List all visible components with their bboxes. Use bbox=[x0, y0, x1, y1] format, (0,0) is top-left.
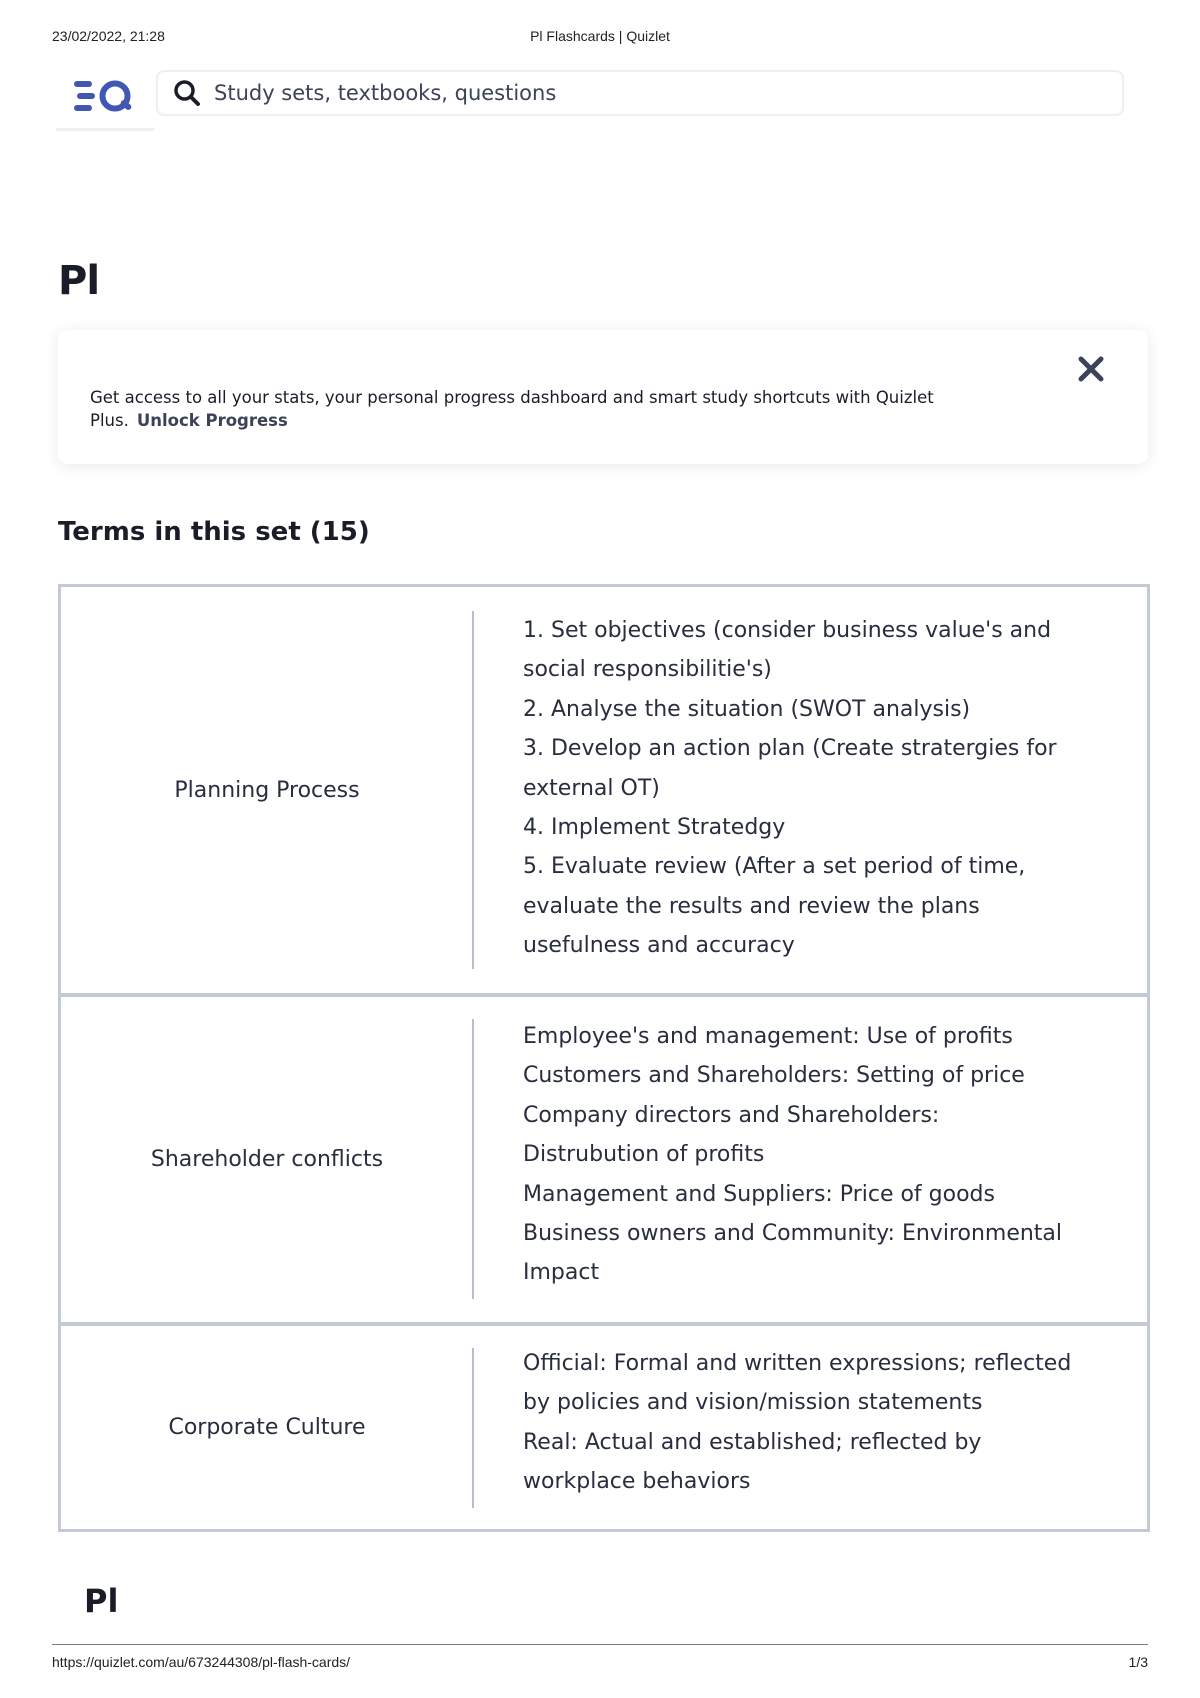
term-text: Shareholder conflicts bbox=[150, 1147, 384, 1172]
definition-line: 4. Implement Stratedgy bbox=[523, 815, 786, 841]
definition-line: Employee's and management: Use of profits bbox=[523, 1024, 1013, 1049]
term-text: Corporate Culture bbox=[168, 1415, 366, 1440]
definition-line: external OT) bbox=[523, 775, 660, 801]
definition-text bbox=[523, 997, 1083, 1322]
definition-text bbox=[523, 587, 1083, 993]
print-footer bbox=[52, 1654, 1148, 1674]
search-box[interactable] bbox=[156, 70, 1124, 116]
close-banner-button[interactable] bbox=[1074, 352, 1108, 386]
term-row bbox=[61, 587, 1147, 993]
search-input[interactable] bbox=[212, 80, 1122, 106]
definition-line: evaluate the results and review the plans bbox=[523, 893, 980, 919]
search-icon bbox=[172, 78, 202, 108]
quizlet-logo-icon[interactable] bbox=[74, 78, 136, 114]
definition-line: usefulness and accuracy bbox=[523, 933, 795, 959]
footer-divider bbox=[52, 1644, 1148, 1645]
unlock-progress-banner bbox=[58, 330, 1148, 464]
definition-line: Official: Formal and written expressions; reflected bbox=[523, 1351, 1072, 1376]
definition-line: Impact bbox=[523, 1260, 600, 1286]
definition-line: Real: Actual and established; reflected by bbox=[523, 1429, 982, 1455]
term-text: Planning Process bbox=[174, 777, 360, 803]
definition-line: Company directors and Shareholders: bbox=[523, 1102, 940, 1128]
term-divider bbox=[472, 1348, 474, 1508]
unlock-progress-link[interactable]: Unlock Progress bbox=[136, 411, 288, 430]
definition-line: by policies and vision/mission statements bbox=[523, 1390, 983, 1416]
term-divider bbox=[472, 611, 474, 969]
term-divider bbox=[472, 1019, 474, 1299]
definition-line: 2. Analyse the situation (SWOT analysis) bbox=[523, 696, 971, 722]
definition-line: Management and Suppliers: Price of goods bbox=[523, 1181, 995, 1207]
close-icon bbox=[1074, 374, 1108, 389]
definition-line: workplace behaviors bbox=[523, 1469, 751, 1495]
promo-text: Get access to all your stats, your personal progress dashboard and smart study shortcuts with Quizlet Plus. bbox=[90, 388, 934, 430]
definition-line: 5. Evaluate review (After a set period of time, bbox=[523, 854, 1026, 880]
print-header bbox=[52, 28, 1148, 48]
definition-text bbox=[523, 1326, 1083, 1529]
terms-heading: Terms in this set (15) bbox=[58, 517, 370, 547]
term-row bbox=[61, 993, 1147, 1322]
print-document-title: Pl Flashcards | Quizlet bbox=[530, 28, 670, 44]
page-number: 1/3 bbox=[1128, 1654, 1148, 1670]
definition-line: social responsibilitie's) bbox=[523, 657, 772, 683]
terms-table bbox=[58, 584, 1150, 1532]
definition-line: Distrubution of profits bbox=[523, 1142, 765, 1168]
page-url: https://quizlet.com/au/673244308/pl-flash-cards/ bbox=[52, 1654, 351, 1670]
page-title: Pl bbox=[58, 258, 100, 304]
next-section-title: Pl bbox=[84, 1582, 119, 1620]
definition-line: Customers and Shareholders: Setting of price bbox=[523, 1063, 1025, 1089]
promo-message bbox=[90, 386, 970, 432]
definition-line: Business owners and Community: Environmental bbox=[523, 1221, 1063, 1247]
definition-line: 1. Set objectives (consider business value's and bbox=[523, 618, 1052, 643]
print-datetime: 23/02/2022, 21:28 bbox=[52, 28, 165, 44]
definition-line: 3. Develop an action plan (Create stratergies for bbox=[523, 736, 1057, 762]
term-row bbox=[61, 1322, 1147, 1529]
logo-underline bbox=[56, 128, 154, 131]
